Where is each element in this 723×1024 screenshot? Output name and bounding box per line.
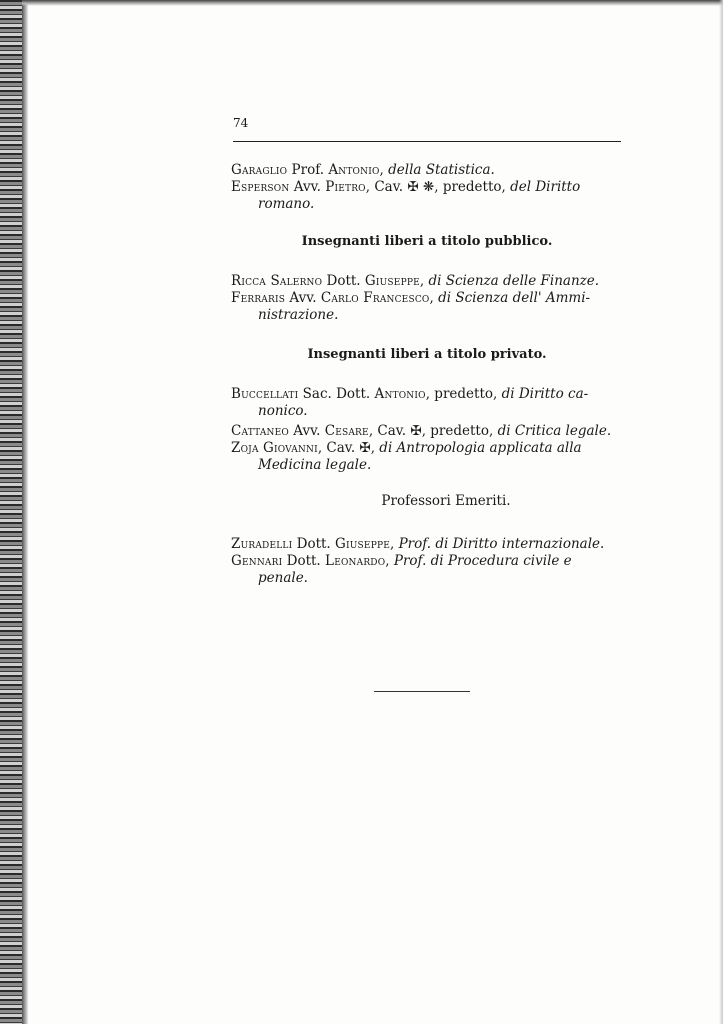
entry-surname: Ferraris [231, 290, 286, 306]
entry-continuation: romano. [258, 196, 315, 212]
entry-honors: , [429, 290, 439, 306]
entry-continuation: nonico. [258, 403, 308, 419]
page-top-edge [22, 0, 723, 6]
page-number: 74 [233, 116, 249, 130]
entry-firstname: Leonardo [325, 553, 386, 569]
entry-esperson [231, 179, 623, 213]
entry-zoja [231, 440, 623, 474]
entry-subject: di Antropologia applicata alla [379, 440, 582, 456]
entry-firstname: Giuseppe [335, 536, 390, 552]
entry-honors: , [419, 273, 429, 289]
entry-title: Prof. [287, 162, 329, 178]
entry-ricca-salerno [231, 273, 623, 290]
entry-honors: , [385, 553, 394, 569]
entry-firstname: Carlo Francesco [320, 290, 430, 306]
entry-ferraris [231, 290, 623, 324]
entry-honors: , [389, 536, 399, 552]
entry-title: Avv. [288, 423, 325, 439]
entry-honors: , Cav. ✠ ❋, predetto, [365, 179, 511, 195]
entry-subject: della Statistica. [388, 162, 495, 178]
entry-garaglio [231, 162, 623, 179]
entry-title: Sac. Dott. [298, 386, 375, 402]
entry-surname: Cattaneo [231, 423, 289, 439]
entry-title: Dott. [292, 536, 336, 552]
entry-continuation: Medicina legale. [258, 457, 372, 473]
entry-continuation: nistrazione. [258, 307, 339, 323]
entry-zuradelli [231, 536, 623, 553]
page-right-edge [719, 0, 723, 1024]
entry-title: Dott. [282, 553, 326, 569]
entry-firstname: Antonio [374, 386, 426, 402]
entry-subject: di Scienza delle Finanze. [428, 273, 600, 289]
entry-title: Dott. [322, 273, 365, 289]
entry-honors: , Cav. ✠, [317, 440, 380, 456]
entry-surname: Zuradelli [231, 536, 293, 552]
entry-surname: Garaglio [231, 162, 288, 178]
section-heading-pubblico: Insegnanti liberi a titolo pubblico. [301, 234, 553, 249]
entry-continuation: penale. [258, 570, 308, 586]
entry-honors: , predetto, [425, 386, 502, 402]
entry-firstname: Pietro [325, 179, 366, 195]
entry-buccellati [231, 386, 623, 420]
section-heading-privato: Insegnanti liberi a titolo privato. [307, 347, 547, 362]
entry-honors: , [379, 162, 389, 178]
entry-title: Avv. [289, 179, 326, 195]
entry-subject: Prof. di Diritto internazionale. [398, 536, 605, 552]
entry-title: Avv. [285, 290, 321, 306]
entry-surname: Gennari [231, 553, 283, 569]
entry-subject: di Diritto ca- [501, 386, 589, 402]
end-rule [374, 691, 470, 692]
entry-firstname: Cesare [324, 423, 369, 439]
book-binding-edge [0, 0, 22, 1024]
entry-subject: del Diritto [510, 179, 581, 195]
entry-subject: di Scienza dell' Ammi- [438, 290, 591, 306]
section-heading-emeriti: Professori Emeriti. [381, 493, 511, 509]
entry-honors: , Cav. ✠, predetto, [368, 423, 498, 439]
entry-firstname: Giuseppe [364, 273, 420, 289]
header-rule [233, 141, 621, 142]
entry-subject: Prof. di Procedura civile e [393, 553, 572, 569]
entry-gennari [231, 553, 623, 587]
entry-subject: di Critica legale. [497, 423, 612, 439]
entry-surname: Buccellati [231, 386, 299, 402]
entry-firstname: Giovanni [262, 440, 318, 456]
entry-surname: Zoja [231, 440, 259, 456]
entry-cattaneo [231, 423, 623, 440]
entry-surname: Ricca Salerno [231, 273, 323, 289]
entry-firstname: Antonio [328, 162, 380, 178]
entry-surname: Esperson [231, 179, 290, 195]
